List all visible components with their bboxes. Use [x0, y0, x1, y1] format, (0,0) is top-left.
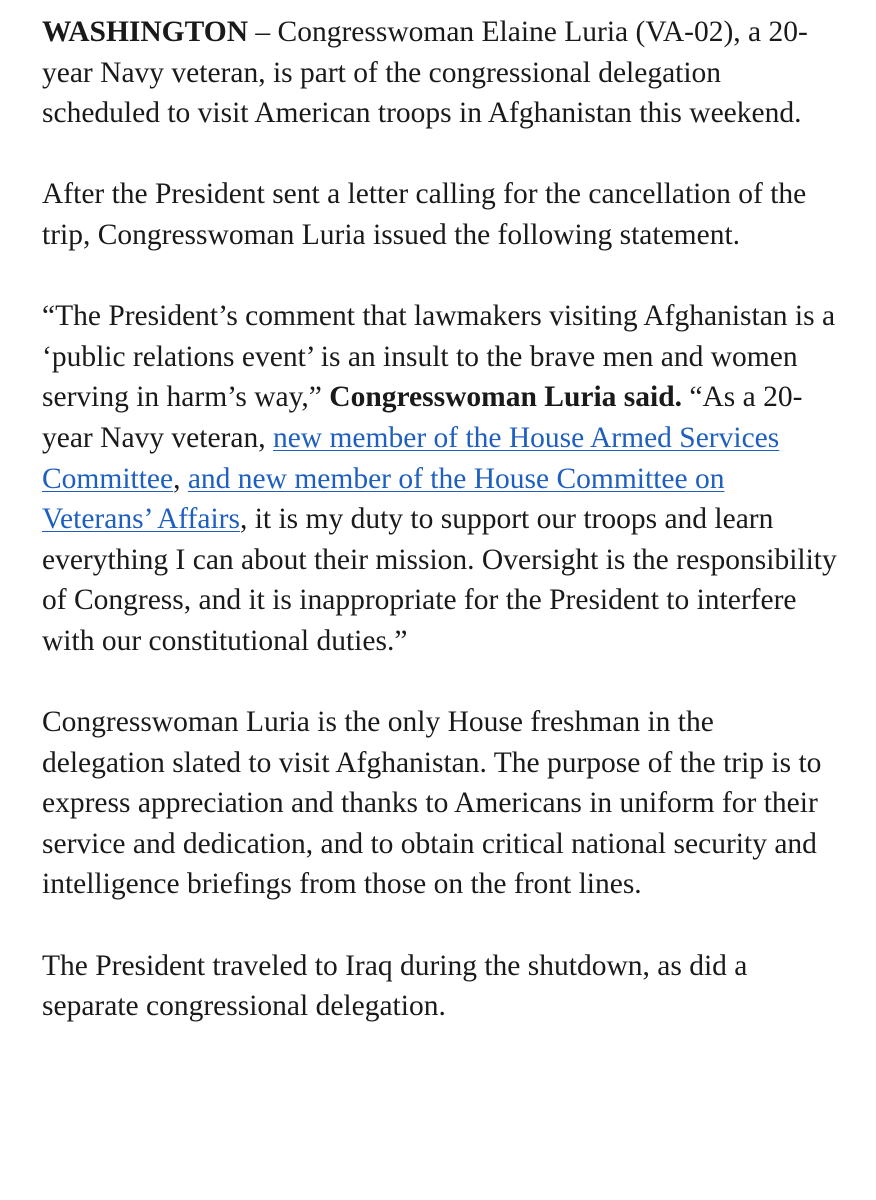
closing-paragraph	[42, 946, 842, 1027]
context-paragraph	[42, 174, 842, 255]
veterans-affairs-committee-link[interactable]: and new member of the House Committee on Veterans’ Affairs	[42, 462, 725, 536]
delegation-paragraph	[42, 702, 842, 905]
context-text: After the President sent a letter calling for the cancellation of the trip, Congresswoman Luria issued the following statement.	[42, 178, 807, 251]
statement-paragraph	[42, 296, 842, 661]
intro-paragraph	[42, 12, 842, 134]
intro-text: – Congresswoman Elaine Luria (VA-02), a 20-year Navy veteran, is part of the congressional delegation scheduled to visit American troops in Afghanistan this weekend.	[42, 16, 808, 130]
dateline: WASHINGTON	[42, 16, 249, 48]
delegation-text: Congresswoman Luria is the only House freshman in the delegation slated to visit Afghanistan. The purpose of the trip is to express appreciation and thanks to Americans in uniform for their service and dedication, and to obtain critical national security and intelligence briefings from those on the front lines.	[42, 706, 822, 901]
statement-quote-open: “The President’s comment that lawmakers visiting Afghanistan is a ‘public relations event’ is an insult to the brave men and women serving in harm’s way,”	[42, 300, 836, 414]
statement-attribution: Congresswoman Luria said.	[329, 381, 682, 414]
press-release-body	[42, 12, 842, 1027]
closing-text: The President traveled to Iraq during the shutdown, as did a separate congressional delegation.	[42, 949, 748, 1023]
link-separator: ,	[173, 462, 188, 495]
statement-quote-end: , it is my duty to support our troops and learn everything I can about their mission. Oversight is the responsibility of Congress, and it is inappropriate for the President to interfere with our constitutional duties.”	[42, 503, 837, 657]
armed-services-committee-link[interactable]: new member of the House Armed Services Committee	[42, 421, 780, 495]
statement-quote-mid: “As a 20-year Navy veteran,	[42, 381, 803, 454]
